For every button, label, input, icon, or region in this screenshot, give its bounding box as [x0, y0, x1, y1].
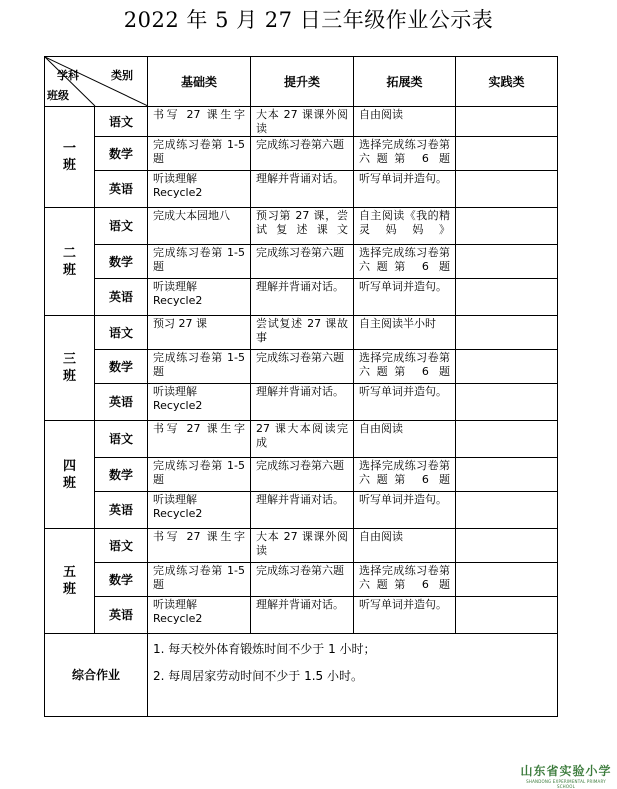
table-row: [45, 245, 558, 279]
subject-cell: 数学: [95, 350, 148, 384]
basic-task-cell: 听读理解 Recycle2: [148, 492, 251, 529]
extend-task-cell: 听写单词并造句。: [354, 492, 456, 529]
improve-task-cell: 理解并背诵对话。: [251, 597, 354, 634]
basic-task-cell: 书写 27 课生字: [148, 529, 251, 563]
practice-task-cell: [456, 350, 558, 384]
class-name-cell: 二 班: [45, 208, 95, 316]
improve-task-cell: 理解并背诵对话。: [251, 171, 354, 208]
header-extend: 拓展类: [354, 57, 456, 107]
page-title: 2022 年 5 月 27 日三年级作业公示表: [123, 8, 494, 32]
class-name-cell: 三 班: [45, 316, 95, 421]
practice-task-cell: [456, 421, 558, 458]
practice-task-cell: [456, 492, 558, 529]
basic-task-cell: 完成练习卷第 1-5 题: [148, 137, 251, 171]
basic-task-cell: 完成练习卷第 1-5 题: [148, 245, 251, 279]
practice-task-cell: [456, 245, 558, 279]
table-row: [45, 563, 558, 597]
extend-task-cell: 听写单词并造句。: [354, 279, 456, 316]
basic-task-cell: 听读理解 Recycle2: [148, 384, 251, 421]
improve-task-cell: 理解并背诵对话。: [251, 492, 354, 529]
basic-task-cell: 完成练习卷第 1-5 题: [148, 350, 251, 384]
basic-task-cell: 听读理解 Recycle2: [148, 279, 251, 316]
table-row: [45, 171, 558, 208]
practice-task-cell: [456, 279, 558, 316]
header-practice: 实践类: [456, 57, 558, 107]
general-homework-content: [148, 634, 558, 717]
school-logo-name: 山东省实验小学: [520, 764, 612, 778]
table-row: [45, 107, 558, 137]
improve-task-cell: 完成练习卷第六题: [251, 458, 354, 492]
general-item-2: 2. 每周居家劳动时间不少于 1.5 小时。: [153, 669, 363, 683]
improve-task-cell: 尝试复述 27 课故事: [251, 316, 354, 350]
practice-task-cell: [456, 107, 558, 137]
extend-task-cell: 选择完成练习卷第六题第 6 题: [354, 137, 456, 171]
homework-table: [44, 56, 558, 717]
table-row: [45, 529, 558, 563]
basic-task-cell: 听读理解 Recycle2: [148, 171, 251, 208]
extend-task-cell: 听写单词并造句。: [354, 384, 456, 421]
header-corner: [45, 57, 148, 107]
subject-cell: 数学: [95, 458, 148, 492]
table-row: [45, 279, 558, 316]
subject-cell: 英语: [95, 492, 148, 529]
improve-task-cell: 完成练习卷第六题: [251, 350, 354, 384]
subject-cell: 语文: [95, 316, 148, 350]
basic-task-cell: 完成大本园地八: [148, 208, 251, 245]
improve-task-cell: 完成练习卷第六题: [251, 245, 354, 279]
practice-task-cell: [456, 171, 558, 208]
extend-task-cell: 选择完成练习卷第六题第 6 题: [354, 350, 456, 384]
header-improve: 提升类: [251, 57, 354, 107]
practice-task-cell: [456, 384, 558, 421]
table-row: [45, 137, 558, 171]
improve-task-cell: 理解并背诵对话。: [251, 384, 354, 421]
practice-task-cell: [456, 137, 558, 171]
subject-cell: 英语: [95, 597, 148, 634]
extend-task-cell: 自由阅读: [354, 107, 456, 137]
basic-task-cell: 完成练习卷第 1-5 题: [148, 563, 251, 597]
extend-task-cell: 自由阅读: [354, 529, 456, 563]
improve-task-cell: 27 课大本阅读完成: [251, 421, 354, 458]
practice-task-cell: [456, 316, 558, 350]
corner-class-label: 班级: [47, 89, 69, 102]
header-basic: 基础类: [148, 57, 251, 107]
subject-cell: 英语: [95, 171, 148, 208]
extend-task-cell: 选择完成练习卷第六题第 6 题: [354, 458, 456, 492]
improve-task-cell: 大本 27 课课外阅读: [251, 529, 354, 563]
practice-task-cell: [456, 208, 558, 245]
subject-cell: 语文: [95, 421, 148, 458]
extend-task-cell: 听写单词并造句。: [354, 171, 456, 208]
practice-task-cell: [456, 458, 558, 492]
practice-task-cell: [456, 563, 558, 597]
table-row: [45, 208, 558, 245]
general-item-1: 1. 每天校外体育锻炼时间不少于 1 小时；: [153, 642, 376, 656]
subject-cell: 英语: [95, 384, 148, 421]
general-homework-label: 综合作业: [45, 634, 148, 717]
subject-cell: 数学: [95, 245, 148, 279]
class-name-cell: 四 班: [45, 421, 95, 529]
school-logo: [520, 762, 612, 789]
subject-cell: 语文: [95, 208, 148, 245]
subject-cell: 数学: [95, 563, 148, 597]
improve-task-cell: 预习第 27 课，尝试复述课文: [251, 208, 354, 245]
subject-cell: 英语: [95, 279, 148, 316]
basic-task-cell: 书写 27 课生字: [148, 421, 251, 458]
extend-task-cell: 选择完成练习卷第六题第 6 题: [354, 563, 456, 597]
practice-task-cell: [456, 597, 558, 634]
basic-task-cell: 听读理解 Recycle2: [148, 597, 251, 634]
class-name-cell: 一 班: [45, 107, 95, 208]
subject-cell: 数学: [95, 137, 148, 171]
table-row: [45, 492, 558, 529]
table-row: [45, 458, 558, 492]
extend-task-cell: 自由阅读: [354, 421, 456, 458]
subject-cell: 语文: [95, 529, 148, 563]
improve-task-cell: 完成练习卷第六题: [251, 563, 354, 597]
extend-task-cell: 自主阅读《我的精灵妈妈》: [354, 208, 456, 245]
basic-task-cell: 完成练习卷第 1-5 题: [148, 458, 251, 492]
extend-task-cell: 听写单词并造句。: [354, 597, 456, 634]
table-row: [45, 597, 558, 634]
corner-category-label: 类别: [111, 69, 133, 82]
table-body: [45, 107, 558, 634]
improve-task-cell: 理解并背诵对话。: [251, 279, 354, 316]
table-row: [45, 384, 558, 421]
basic-task-cell: 预习 27 课: [148, 316, 251, 350]
corner-subject-label: 学科: [57, 69, 79, 82]
table-row: [45, 350, 558, 384]
improve-task-cell: 完成练习卷第六题: [251, 137, 354, 171]
basic-task-cell: 书写 27 课生字: [148, 107, 251, 137]
table-row: [45, 421, 558, 458]
school-logo-en: SHANDONG EXPERIMENTAL PRIMARY SCHOOL: [526, 779, 606, 789]
extend-task-cell: 自主阅读半小时: [354, 316, 456, 350]
extend-task-cell: 选择完成练习卷第六题第 6 题: [354, 245, 456, 279]
subject-cell: 语文: [95, 107, 148, 137]
improve-task-cell: 大本 27 课课外阅读: [251, 107, 354, 137]
class-name-cell: 五 班: [45, 529, 95, 634]
practice-task-cell: [456, 529, 558, 563]
table-row: [45, 316, 558, 350]
